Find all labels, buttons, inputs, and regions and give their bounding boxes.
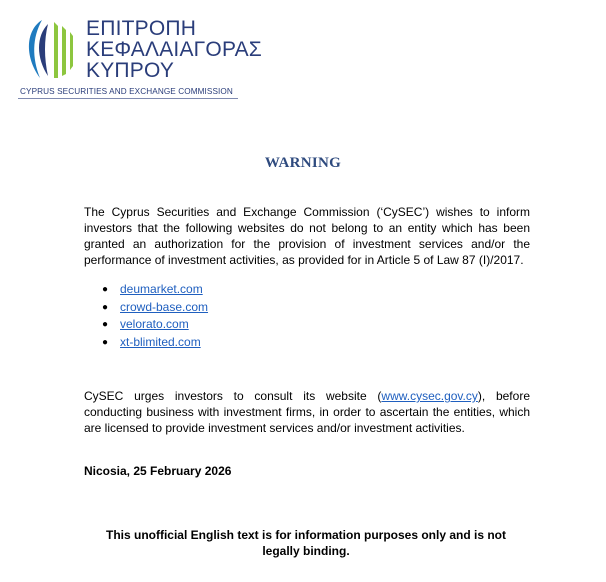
advice-paragraph [84, 388, 530, 436]
list-item [102, 316, 208, 334]
logo-line-2: ΚΕΦΑΛΑΙΑΓΟΡΑΣ [86, 38, 262, 61]
bullet-icon: ● [102, 319, 109, 330]
bullet-icon: ● [102, 284, 109, 295]
cysec-logo [18, 10, 262, 98]
date-line: Nicosia, 25 February 2026 [84, 464, 232, 478]
website-link-deumarket[interactable]: deumarket.com [120, 282, 203, 296]
logo-subtitle: CYPRUS SECURITIES AND EXCHANGE COMMISSION [20, 87, 233, 96]
logo-greek-name [86, 18, 262, 81]
page-title: WARNING [264, 155, 342, 171]
cysec-logo-mark-icon [18, 16, 76, 82]
logo-line-1: ΕΠΙΤΡΟΠΗ [86, 17, 197, 40]
disclaimer: This unofficial English text is for information purposes only and is not legally binding. [105, 528, 507, 558]
advice-text-before: CySEC urges investors to consult its website ( [84, 389, 382, 403]
list-item [102, 334, 208, 352]
cysec-website-link[interactable]: www.cysec.gov.cy [381, 389, 478, 403]
website-link-xt-blimited[interactable]: xt-blimited.com [120, 334, 201, 349]
advice-text-after: ), before conducting business with investment firms, in order to ascertain the entities, which are licensed to provide investment services and/or investment activities. [84, 389, 530, 435]
website-list [102, 281, 208, 351]
website-link-velorato[interactable]: velorato.com [120, 317, 189, 331]
bullet-icon: ● [102, 301, 109, 313]
logo-line-3: ΚΥΠΡΟΥ [86, 59, 175, 82]
logo-divider [18, 98, 238, 99]
bullet-icon: ● [102, 336, 109, 348]
website-link-crowd-base[interactable]: crowd-base.com [120, 299, 209, 314]
list-item [102, 281, 208, 299]
list-item [102, 299, 208, 317]
intro-paragraph: The Cyprus Securities and Exchange Commission (‘CySEC’) wishes to inform investors that the following websites do not belong to an entity which has been granted an authorization for the provision of investment services and/or the performance of investment activities, as provided for in Article 5 of Law 87 (I)/2017. [84, 205, 530, 267]
